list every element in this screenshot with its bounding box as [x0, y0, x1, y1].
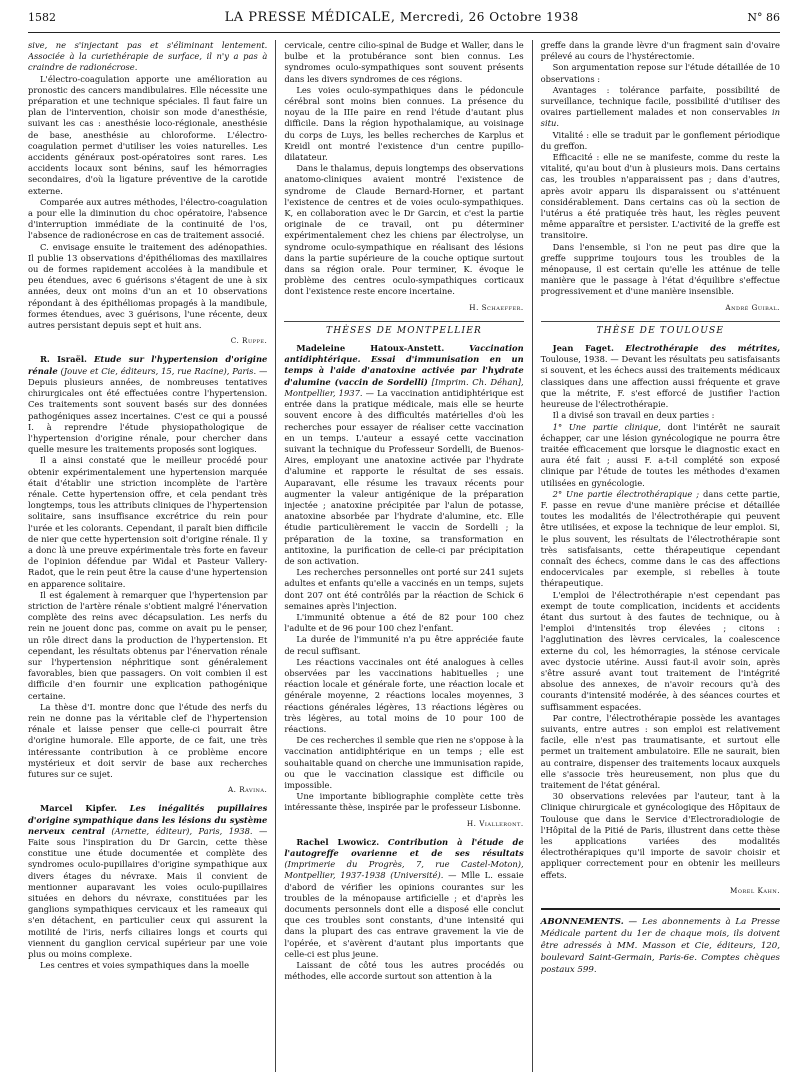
- paragraph: Une importante bibliographie complète cette très intéressante thèse, inspirée par le professeur Lisbonne.: [284, 791, 524, 813]
- notice-lead: ABONNEMENTS.: [540, 917, 624, 928]
- column-2: [275, 40, 531, 1072]
- author-signature: H. Vialleront.: [466, 818, 524, 828]
- paragraph: Il est également à remarquer que l'hypertension par striction de l'artère rénale s'obtient malgré l'énervation complète des reins avec décapsulation. Les nerfs du rein ne jouent donc pas, comme on avait pu le penser, un rôle direct dans la production de l'hypertension. Et cependant, les résultats obtenus par l'énervation rénale sur l'hypertension néphritique sont généralement favorables, bien que passagers. On voit combien il est difficile d'en fournir une explication pathogénique certaine.: [28, 589, 268, 701]
- paragraph: 30 observations relevées par l'auteur, tant à la Clinique chirurgicale et gynécologique des Hôpitaux de Toulouse que dans le Service d'Electroradiologie de l'Hôpital de la Pitié de Paris, illustrent dans cette thèse les applications variées des modalités électrothérapiques qu'il importe de savoir choisir et appliquer correctement pour en obtenir les meilleurs effets.: [540, 791, 780, 880]
- paragraph: L'électro-coagulation apporte une amélioration au pronostic des cancers mandibulaires. Elle nécessite une préparation et une technique spéciales. Il faut faire un plan de l'intervention, choisir son mode d'anesthésie, suivant les cas : anesthésie loco-régionale, anesthésie de base, anesthésie au chloroforme. L'électro-coagulation permet d'utiliser les voies naturelles. Les accidents généraux post-opératoires sont rares. Les accidents locaux sont bénins, sauf les hémorragies secondaires, d'où la ligature préventive de la carotide externe.: [28, 73, 268, 196]
- section-heading: THÈSES DE MONTPELLIER: [284, 321, 523, 337]
- paragraph: L'emploi de l'électrothérapie n'est cependant pas exempt de toute complication, incidents et accidents étant dus surtout à des fautes de technique, ou à l'emploi d'intensités trop élevées ; citons : l'agglutination des lèvres cervicales, la coalescence externe du col, les hémorragies, la sténose cervicale avec dystocie utérine. Aussi faut-il avoir soin, après s'être assuré avant tout traitement de l'intégrité absolue des annexes, de n'avoir recours qu'à des courants d'intensité modérée, à des séances courtes et suffisamment espacées.: [540, 589, 780, 712]
- paragraph: Les recherches personnelles ont porté sur 241 sujets adultes et enfants qu'elle a vaccinés en un temps, sujets dont 207 ont été contrôlés par la réaction de Schick 6 semaines après l'injection.: [284, 567, 524, 611]
- column-3: [532, 40, 780, 1072]
- author-signature: Morel Kahn.: [730, 885, 780, 895]
- issue-number: N° 86: [747, 11, 780, 24]
- paragraph: Les centres et voies sympathiques dans la moelle: [40, 960, 250, 971]
- entry-author: Marcel Kipfer.: [40, 803, 118, 814]
- thesis-entry: [28, 803, 267, 960]
- paragraph: La thèse d'I. montre donc que l'étude des nerfs du rein ne donne pas la véritable clef de l'hypertension rénale et laisse penser que celle-ci pourrait être d'origine humorale. Elle apporte, de ce fait, une très intéressante contribution à ce problème encore mystérieux et doit servir de base aux recherches futures sur ce sujet.: [28, 701, 268, 779]
- entry-publisher: [Imprim. Ch. Déhan], Montpellier, 1937.: [284, 376, 524, 398]
- publication-name: LA PRESSE MÉDICALE,: [224, 10, 396, 25]
- entry-title: Contribution à l'étude de l'autogreffe ovarienne et de ses résultats: [284, 836, 524, 859]
- masthead: [225, 10, 579, 25]
- paragraph: Par contre, l'électrothérapie possède les avantages suivants, entre autres : son emploi est relativement facile, elle n'est pas traumatisante, et surtout elle permet un traitement ambulatoire. Elle ne saurait, bien au contraire, dispenser des traitements locaux auxquels elle s'associe très heureusement, non plus que du traitement de l'état général.: [540, 712, 780, 790]
- notice-text: — Les abonnements à La Presse Médicale partent du 1er de chaque mois, ils doivent être adressés à MM. Masson et Cie, éditeurs, 120, boulevard Saint-Germain, Paris-6e. Comptes chèques postaux 599.: [540, 917, 780, 976]
- entry-text: — Mlle L. essaie d'abord de vérifier les opinions courantes sur les troubles de la ménopause artificielle ; et d'après les documents personnels dont elle a disposé elle conclut que ces troubles sont constants, d'une intensité qui dans la plupart des cas entrave gravement la vie de l'opérée, et s'avèrent d'autant plus importants que celle-ci est plus jeune.: [284, 870, 524, 959]
- paragraph: [541, 489, 780, 590]
- paragraph-italic: in situ.: [540, 107, 780, 129]
- column-1: [28, 40, 275, 1072]
- paragraph-text: Avantages : tolérance parfaite, possibilité de surveillance, technique facile, possibilité d'utiliser des ovaires partiellement malades et non conservables: [540, 84, 780, 118]
- article-columns: [28, 40, 780, 1072]
- paragraph: greffe dans la grande lèvre d'un fragment sain d'ovaire prélevé au cours de l'hystérectomie.: [540, 40, 780, 62]
- author-signature: André Guibal.: [725, 302, 780, 312]
- paragraph: Dans l'ensemble, si l'on ne peut pas dire que la greffe supprime toujours tous les troubles de la ménopause, il est certain qu'elle les atténue de telle manière que le passage à l'état d'équilibre s'effectue progressivement et d'une manière insensible.: [540, 241, 780, 297]
- entry-publisher: (Arnette, éditeur), Paris, 1938.: [111, 825, 253, 836]
- entry-publisher: Toulouse, 1938.: [540, 354, 608, 365]
- entry-author: R. Israël.: [40, 354, 87, 365]
- entry-title: Les inégalités pupillaires d'origine sympathique dans les lésions du système nerveux central: [28, 803, 268, 836]
- issue-date: Mercredi, 26 Octobre 1938: [399, 10, 579, 24]
- entry-text: — Devant les résultats peu satisfaisants si souvent, et les échecs aussi des traitements médicaux classiques dans une affection aussi fréquente et grave que la métrite, F. s'est efforcé de justifier l'action heureuse de l'électrothérapie.: [540, 354, 780, 410]
- paragraph: De ces recherches il semble que rien ne s'oppose à la vaccination antidiphtérique en un temps ; elle est souhaitable quand on cherche une immunisation rapide, ou que le vaccination classique est difficile ou impossible.: [284, 735, 524, 790]
- paragraph-text: dont l'intérêt ne saurait échapper, car une lésion gynécologique ne pourra être traitée efficacement que lorsque le diagnostic exact en aura été fait ; aussi F. a-t-il complété son exposé clinique par l'étude de toutes les méthodes d'examen utilisées en gynécologie.: [540, 421, 780, 488]
- section-heading: THÈSE DE TOULOUSE: [541, 321, 780, 337]
- entry-title: Vaccination antidiphtérique. Essai d'immunisation en un temps à l'aide d'anatoxine activée par l'hydrate d'alumine (vaccin de Sordelli): [284, 343, 524, 387]
- paragraph-lead: 1° Une partie clinique,: [552, 421, 661, 432]
- paragraph: La durée de l'immunité n'a pu être appréciée faute de recul suffisant.: [284, 634, 524, 656]
- entry-author: Rachel Lwowicz.: [296, 836, 380, 847]
- author-signature: C. Ruppe.: [230, 336, 268, 346]
- author-signature: H. Schaeffer.: [469, 302, 524, 312]
- paragraph: [541, 85, 780, 130]
- paragraph: Efficacité : elle ne se manifeste, comme du reste la vitalité, qu'au bout d'un à plusieurs mois. Dans certains cas, les troubles n'apparaissent pas ; dans d'autres, après avoir apparu ils disparaissent ou s'atténuent considérablement. Dans certains cas où la section de l'utérus a été pratiquée très haut, les règles peuvent même apparaître et persister. L'activité de la greffe est transitoire.: [540, 152, 780, 241]
- paragraph: Il a ainsi constaté que le meilleur procédé pour obtenir expérimentalement une hypertension marquée était d'établir une striction incomplète de l'artère rénale. Cette hypertension offre, et cela pendant très longtemps, tous les attributs cliniques de l'hypertension solitaire, sans insuffisance excrétrice du rein pour l'urée et les colorants. Cependant, il paraît bien difficile de nier que cette hypertension soit d'origine rénale. Il y a donc là une preuve expérimentale très forte en faveur de l'opinion défendue par Widal et Pasteur Vallery-Radot, que le rein peut être la cause d'une hypertension en apparence solitaire.: [28, 455, 268, 589]
- paragraph: sive, ne s'injectant pas et s'éliminant lentement. Associée à la curiethérapie de surface, il n'y a pas à craindre de radionécrose.: [28, 40, 268, 73]
- paragraph-lead: 2° Une partie électrothérapique ;: [552, 488, 700, 499]
- entry-text: — Faite sous l'inspiration du Dr Garcin, cette thèse constitue une étude documentée et complète des syndromes oculo-pupillaires d'origine sympathique aux divers étages du névraxe. Mais il convient de mentionner auparavant les voies oculo-pupillaires situées en dehors du névraxe, constituées par les ganglions sympathiques cervicaux et les rameaux qui s'en détachent, en particulier ceux qui assurent la motilité de l'iris, nerfs ciliaires longs et courts qui viennent du ganglion cervical supérieur par une voie plus ou moins complexe.: [28, 825, 268, 960]
- entry-title: Electrothérapie des métrites,: [625, 343, 780, 354]
- paragraph: Laissant de côté tous les autres procédés ou méthodes, elle accorde surtout son attention à la: [284, 960, 524, 982]
- paragraph: Comparée aux autres méthodes, l'électro-coagulation a pour elle la diminution du choc opératoire, l'absence d'interruption immédiate de la continuité de l'os, l'absence de radionécrose en cas de traitement associé.: [28, 196, 268, 241]
- entry-author: Jean Faget.: [552, 343, 614, 354]
- thesis-entry: [28, 354, 267, 455]
- subscriptions-notice: [541, 908, 780, 976]
- entry-publisher: (Imprimerie du Progrès, 7, rue Castel-Moton), Montpellier, 1937-1938 (Université).: [284, 859, 524, 881]
- entry-text: — Depuis plusieurs années, de nombreuses tentatives chirurgicales ont été effectuées contre l'hypertension. Ces traitements sont souvent basés sur des données pathogéniques assez incertaines. C'est ce qui a poussé I. à reprendre l'étude physiopathologique de l'hypertension d'origine rénale, pour chercher dans quelle mesure les traitements proposés sont logiques.: [28, 365, 268, 455]
- paragraph: cervicale, centre cilio-spinal de Budge et Waller, dans le bulbe et la protubérance sont bien connus. Les syndromes oculo-sympathiques sont souvent présents dans les divers syndromes de ces régions.: [284, 40, 524, 84]
- entry-author: Madeleine Hatoux-Anstett.: [296, 343, 445, 354]
- thesis-entry: [284, 343, 523, 567]
- paragraph: Les voies oculo-sympathiques dans le pédoncule cérébral sont moins bien connues. La présence du noyau de la IIIe paire en rend l'étude d'autant plus difficile. Dans la région hypothalamique, au voisinage du corps de Luys, les belles recherches de Karplus et Kreidl ont montré l'existence d'un centre pupillo-dilatateur.: [284, 84, 524, 163]
- thesis-entry: [541, 343, 780, 410]
- paragraph: L'immunité obtenue a été de 82 pour 100 chez l'adulte et de 96 pour 100 chez l'enfant.: [284, 611, 524, 634]
- paragraph: Dans le thalamus, depuis longtemps des observations anatomo-cliniques avaient montré l'existence de syndrome de Claude Bernard-Horner, et partant l'existence de centres et de voies oculo-sympathiques. K, en collaboration avec le Dr Garcin, et c'est la partie originale de ce travail, ont pu déterminer expérimentalement chez les chiens par électrolyse, un syndrome oculo-sympathique en réalisant des lésions dans la partie supérieure de la couche optique surtout dans sa région orale. Pour terminer, K. évoque le problème des centres oculo-sympathiques corticaux dont l'existence reste encore incertaine.: [284, 163, 524, 297]
- author-signature: A. Ravina.: [227, 785, 268, 795]
- paragraph: Son argumentation repose sur l'étude détaillée de 10 observations :: [540, 62, 780, 84]
- page-header: [28, 10, 780, 33]
- paragraph: [541, 422, 780, 489]
- paragraph: Les réactions vaccinales ont été analogues à celles observées par les vaccinations habituelles ; une réaction locale et générale forte, une réaction locale et générale moyenne, 2 réactions locales moyennes, 3 réactions générales légères, 13 réactions légères ou très légères, au total moins de 10 pour 100 de réactions.: [284, 656, 524, 734]
- entry-publisher: (Jouve et Cie, éditeurs, 15, rue Racine), Paris.: [60, 365, 257, 376]
- paragraph: Il a divisé son travail en deux parties :: [552, 410, 715, 421]
- entry-text: — La vaccination antidiphtérique est entrée dans la pratique médicale, mais elle se heurte souvent encore à des difficultés matérielles d'où les recherches pour essayer de réaliser cette vaccination en un temps. L'auteur a essayé cette vaccination suivant la technique du Professeur Sordelli, de Buenos-Aires, employant une anatoxine activée par l'hydrate d'alumine et rapporte le résultat de ses essais. Auparavant, elle résume les travaux récents pour augmenter la valeur antigénique de la préparation injectée ; anatoxine précipitée par l'alun de potasse, anatoxine absorbée par l'hydrate d'alumine, etc. Elle étudie particulièrement le vaccin de Sordelli ; la préparation de la toxine, sa transformation en antitoxine, la purification de celle-ci par précipitation de son activation.: [284, 387, 524, 566]
- thesis-entry: [284, 837, 523, 960]
- paragraph: C. envisage ensuite le traitement des adénopathies. Il publie 13 observations d'épithéliomas des maxillaires ou de formes rapidement accolées à la mandibule et peu étendues, avec 6 guérisons s'étagent de une à six années, deux ont moins d'un an et 10 observations répondant à des épithéliomas propagés à la mandibule, formes étendues, avec 3 guérisons, l'une récente, deux autres persistant depuis sept et huit ans.: [28, 241, 268, 331]
- page-number: 1582: [28, 11, 56, 24]
- paragraph: Vitalité : elle se traduit par le gonflement périodique du greffon.: [540, 129, 780, 151]
- entry-title: Etude sur l'hypertension d'origine rénale: [28, 354, 268, 376]
- paragraph-text: dans cette partie, F. passe en revue d'une manière précise et détaillée toutes les modalités de l'électrothérapie qui peuvent être utilisées, et expose la technique de leur emploi. Si, le plus souvent, les résultats de l'électrothérapie sont très satisfaisants, cette thérapeutique cependant connaît des échecs, comme dans le cas des affections endocervicales par exemple, si rebelles à toute thérapeutique.: [540, 488, 780, 589]
